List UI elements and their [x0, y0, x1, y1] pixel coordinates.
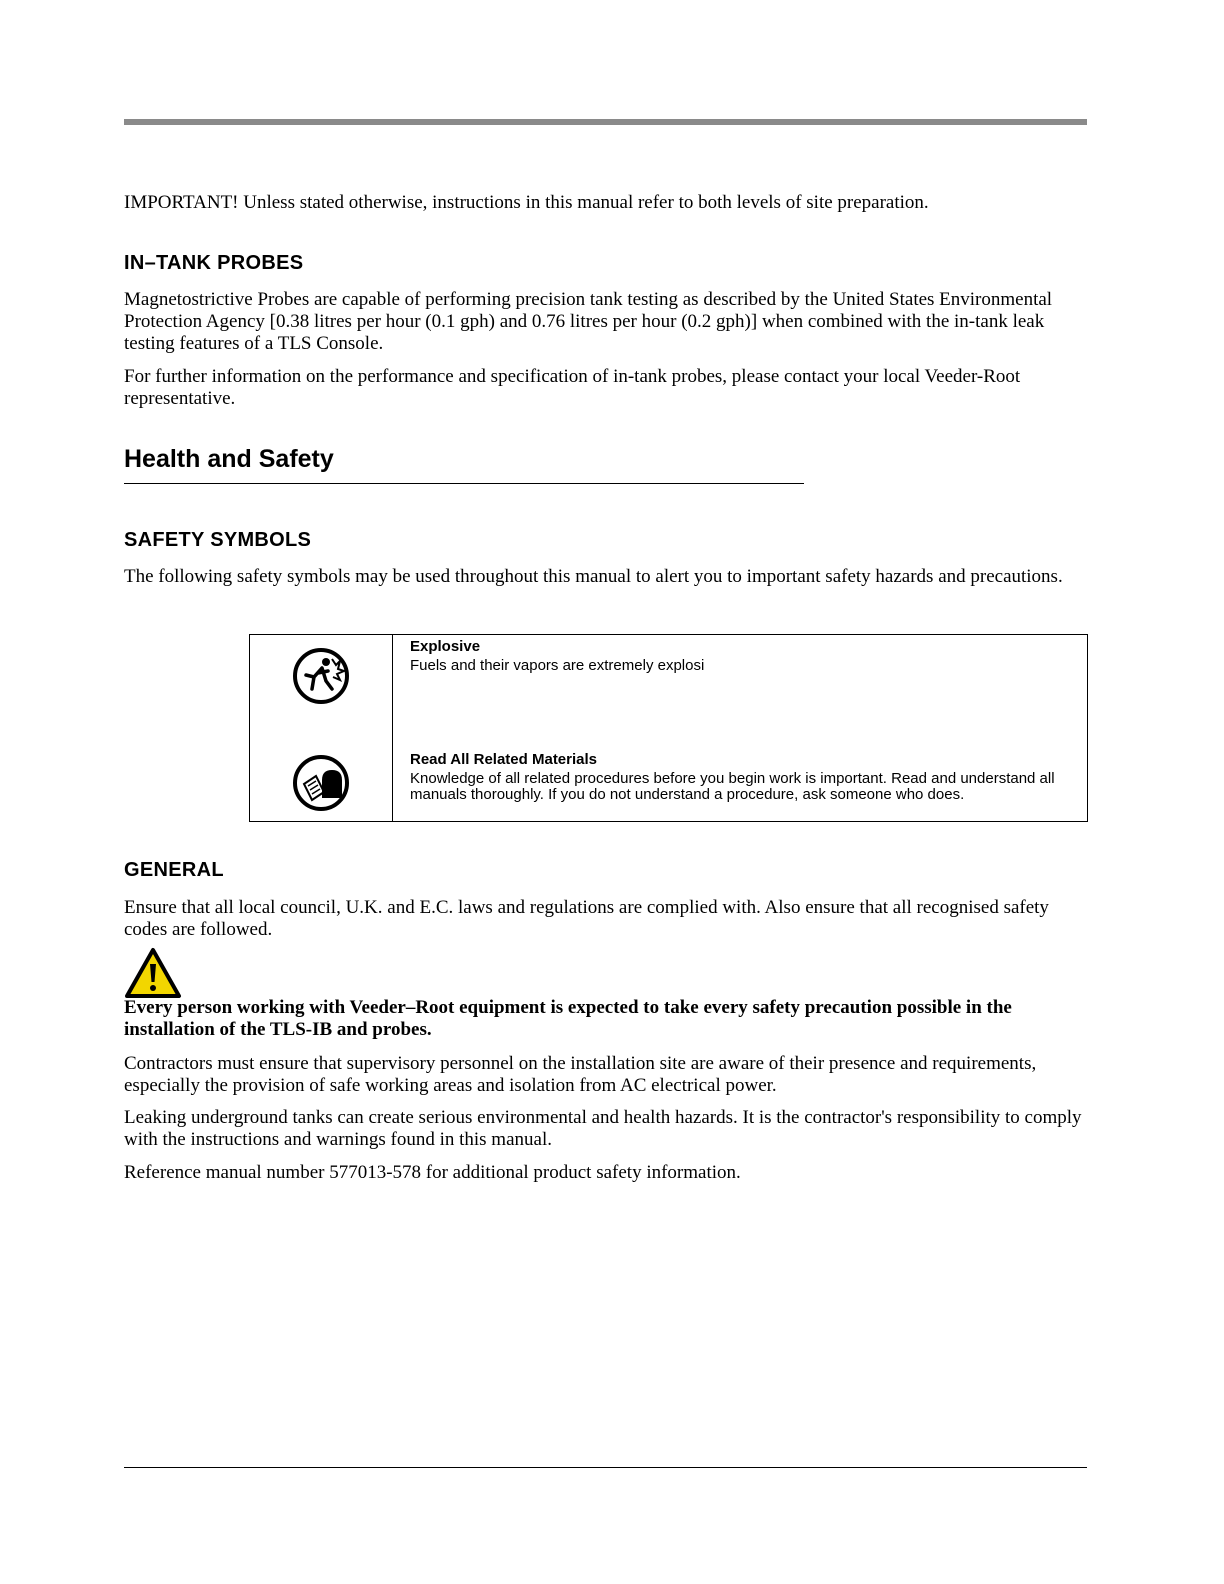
explosive-title: Explosive	[410, 638, 481, 655]
explosive-icon	[292, 647, 350, 705]
section-rule	[124, 483, 804, 484]
read-materials-icon	[292, 754, 350, 812]
safety-warning-text: Every person working with Veeder–Root equipment is expected to take every safety precaution possible in the installation of the TLS-IB and probes.	[124, 997, 1012, 1040]
read-materials-title: Read All Related Materials	[410, 751, 598, 768]
explosive-description: Fuels and their vapors are extremely explosi	[410, 657, 705, 674]
in-tank-probes-heading: IN–TANK PROBES	[124, 252, 304, 274]
in-tank-probes-paragraph-1: Magnetostrictive Probes are capable of performing precision tank testing as described by the United States Environmental Protection Agency [0.38 litres per hour (0.1 gph) and 0.76 litres per hour (0.2 gph)] when combined with the in-tank leak testing features of a TLS Console.	[124, 289, 1053, 354]
safety-symbols-table	[249, 634, 1088, 822]
footer-rule	[124, 1467, 1087, 1468]
important-note: IMPORTANT! Unless stated otherwise, instructions in this manual refer to both levels of site preparation.	[124, 192, 929, 213]
health-and-safety-heading: Health and Safety	[124, 445, 334, 473]
general-paragraph-1: Ensure that all local council, U.K. and E.C. laws and regulations are complied with. Also ensure that all recognised safety codes are followed.	[124, 897, 1049, 940]
read-materials-description: Knowledge of all related procedures before you begin work is important. Read and understand all manuals thoroughly. If you do not understand a procedure, ask someone who does.	[410, 770, 1055, 803]
warning-triangle-icon	[124, 947, 182, 999]
table-divider	[392, 635, 393, 821]
general-heading: GENERAL	[124, 859, 224, 881]
general-paragraph-3: Leaking underground tanks can create serious environmental and health hazards. It is the contractor's responsibility to comply with the instructions and warnings found in this manual.	[124, 1107, 1082, 1150]
header-rule	[124, 119, 1087, 125]
in-tank-probes-paragraph-2: For further information on the performance and specification of in-tank probes, please contact your local Veeder-Root representative.	[124, 366, 1021, 409]
safety-symbols-heading: SAFETY SYMBOLS	[124, 529, 312, 551]
general-paragraph-2: Contractors must ensure that supervisory personnel on the installation site are aware of their presence and requirements, especially the provision of safe working areas and isolation from AC electrical power.	[124, 1053, 1037, 1096]
general-paragraph-4: Reference manual number 577013-578 for additional product safety information.	[124, 1162, 741, 1183]
safety-symbols-intro: The following safety symbols may be used throughout this manual to alert you to important safety hazards and precautions.	[124, 566, 1063, 587]
